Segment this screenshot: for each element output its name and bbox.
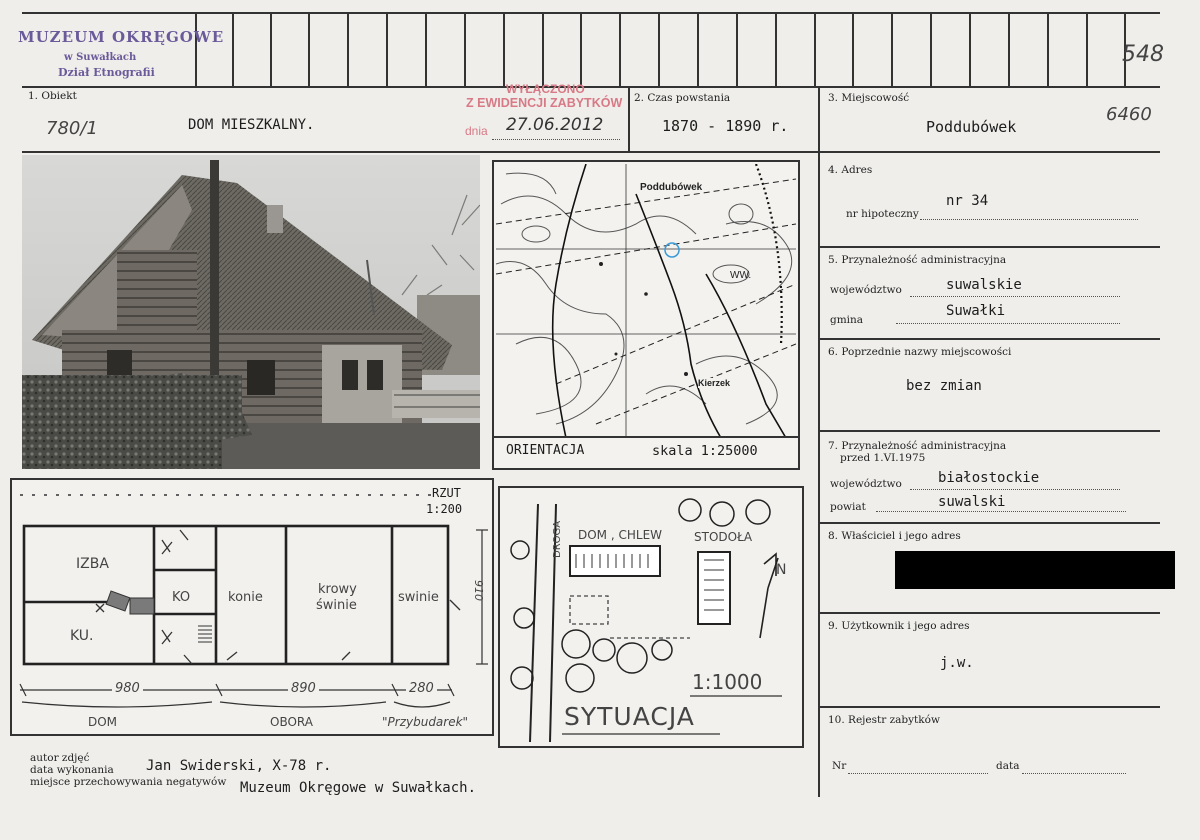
powiat-value: suwalski <box>938 494 1006 510</box>
dereg-stamp-line2: Z EWIDENCJI ZABYTKÓW <box>466 96 623 110</box>
room-ko: KO <box>172 590 191 605</box>
section-obora: OBORA <box>270 715 313 729</box>
right-column-divider <box>818 87 820 797</box>
map-footer-left: ORIENTACJA <box>506 443 585 458</box>
top-grid-line <box>930 12 932 86</box>
woj75-value: białostockie <box>938 470 1040 486</box>
miejsce-value: Muzeum Okręgowe w Suwałkach. <box>240 780 477 796</box>
miejscowosc-label: 3. Miejscowość <box>828 92 910 104</box>
top-grid-line <box>270 12 272 86</box>
museum-stamp-line2: w Suwałkach <box>64 52 137 63</box>
czas-label: 2. Czas powstania <box>634 92 731 104</box>
top-grid-line <box>308 12 310 86</box>
top-grid-line <box>386 12 388 86</box>
top-grid-line <box>1008 12 1010 86</box>
site-title: SYTUACJA <box>564 702 695 731</box>
powiat-line <box>876 510 1126 512</box>
rejestr-label: 10. Rejestr zabytków <box>828 714 940 726</box>
top-grid-line <box>619 12 621 86</box>
woj75-line <box>910 488 1120 490</box>
room-krowy: krowy <box>318 582 357 597</box>
obiekt-label: 1. Obiekt <box>28 90 77 102</box>
row9-bottom <box>819 706 1160 708</box>
woj-label: województwo <box>830 284 902 296</box>
redacted-owner <box>895 551 1175 589</box>
top-grid-line <box>775 12 777 86</box>
rejestr-data-label: data <box>996 760 1020 772</box>
map-marker: WW. <box>730 270 752 281</box>
top-grid-line <box>195 12 197 86</box>
hipoteczny-line <box>920 218 1138 220</box>
top-grid-line <box>580 12 582 86</box>
top-grid-line <box>814 12 816 86</box>
orientation-map <box>492 160 800 470</box>
dereg-stamp-line1: WYŁĄCZONO <box>506 82 585 96</box>
poprzednie-value: bez zmian <box>906 378 982 394</box>
adres-label: 4. Adres <box>828 164 873 176</box>
room-konie: konie <box>228 590 263 605</box>
gmina-label: gmina <box>830 314 864 326</box>
dim-height: 910 <box>472 580 485 601</box>
room-izba: IZBA <box>76 556 109 572</box>
hipoteczny-label: nr hipoteczny <box>846 208 919 220</box>
miejscowosc-value: Poddubówek <box>926 118 1017 136</box>
room-swinie: swinie <box>398 590 439 605</box>
row6-bottom <box>819 430 1160 432</box>
admin-label: 5. Przynależność administracyjna <box>828 254 1007 266</box>
data-wykonania-label: data wykonania <box>30 764 114 776</box>
top-strip-bottom <box>22 86 1160 88</box>
top-grid-line <box>697 12 699 86</box>
admin75-label: 7. Przynależność administracyjna <box>828 440 1007 452</box>
powiat-label: powiat <box>830 501 866 513</box>
row5-bottom <box>819 338 1160 340</box>
dereg-stamp-date-label: dnia <box>465 124 488 138</box>
woj75-label: województwo <box>830 478 902 490</box>
top-grid-line <box>425 12 427 86</box>
card-number-2: 6460 <box>1106 104 1152 125</box>
site-stodola: STODOŁA <box>694 530 753 544</box>
dim-przyb: 280 <box>406 681 437 696</box>
top-grid-line <box>542 12 544 86</box>
top-grid-line <box>347 12 349 86</box>
woj-value: suwalskie <box>946 277 1022 293</box>
top-grid-line <box>232 12 234 86</box>
site-scale: 1:1000 <box>692 670 763 694</box>
site-plan <box>498 486 804 748</box>
top-grid-line <box>736 12 738 86</box>
plan-scale: 1:200 <box>426 502 463 516</box>
section-dom: DOM <box>88 715 118 729</box>
row1-bottom <box>22 151 1160 153</box>
row7-bottom <box>819 522 1160 524</box>
czas-value: 1870 - 1890 r. <box>662 117 789 135</box>
obiekt-value: DOM MIESZKALNY. <box>188 117 315 133</box>
rejestr-data-line <box>1022 772 1126 774</box>
dereg-date-line <box>492 138 620 140</box>
house-photo <box>22 155 480 469</box>
rejestr-nr-label: Nr <box>832 760 847 772</box>
wlasciciel-label: 8. Właściciel i jego adres <box>828 530 961 542</box>
top-grid-line <box>464 12 466 86</box>
map-village-top: Poddubówek <box>640 182 703 193</box>
dim-dom: 980 <box>112 681 143 696</box>
adres-value: nr 34 <box>946 193 989 209</box>
top-grid-line <box>503 12 505 86</box>
top-border <box>22 12 1160 14</box>
top-grid-line <box>852 12 854 86</box>
site-dom-chlew: DOM , CHLEW <box>578 528 663 542</box>
top-grid-line <box>969 12 971 86</box>
uzytkownik-label: 9. Użytkownik i jego adres <box>828 620 970 632</box>
miejsce-label: miejsce przechowywania negatywów <box>30 776 227 788</box>
dereg-stamp-date: 27.06.2012 <box>506 115 604 135</box>
plan-title: RZUT <box>432 486 461 500</box>
inventory-number: 780/1 <box>46 118 98 139</box>
card-number: 548 <box>1122 42 1164 67</box>
rejestr-nr-line <box>848 772 988 774</box>
site-north: N <box>776 562 787 578</box>
map-footer-right: skala 1:25000 <box>652 443 758 459</box>
row1-divider-a <box>628 87 630 151</box>
autor-label: autor zdjęć <box>30 752 90 764</box>
museum-stamp-line3: Dział Etnografii <box>58 66 155 79</box>
dim-obora: 890 <box>288 681 319 696</box>
row4-bottom <box>819 246 1160 248</box>
room-krowy-swinie: świnie <box>316 598 357 613</box>
top-grid-line <box>1086 12 1088 86</box>
map-village-bottom: Kierzek <box>698 378 731 388</box>
section-przyb: "Przybudarek" <box>382 715 469 729</box>
room-ku: KU. <box>70 628 94 644</box>
uzytkownik-value: j.w. <box>940 655 974 671</box>
top-grid-line <box>1047 12 1049 86</box>
poprzednie-label: 6. Poprzednie nazwy miejscowości <box>828 346 1012 358</box>
gmina-line <box>896 322 1120 324</box>
museum-stamp-line1: MUZEUM OKRĘGOWE <box>18 28 225 46</box>
gmina-value: Suwałki <box>946 303 1006 319</box>
site-droga: DROGA <box>552 520 563 558</box>
row8-bottom <box>819 612 1160 614</box>
autor-value: Jan Swiderski, X-78 r. <box>146 758 332 774</box>
top-grid-line <box>891 12 893 86</box>
woj-line <box>910 295 1120 297</box>
floor-plan <box>10 478 494 736</box>
admin75-label2: przed 1.VI.1975 <box>840 452 926 464</box>
map-footer-rule <box>494 436 798 438</box>
top-grid-line <box>658 12 660 86</box>
